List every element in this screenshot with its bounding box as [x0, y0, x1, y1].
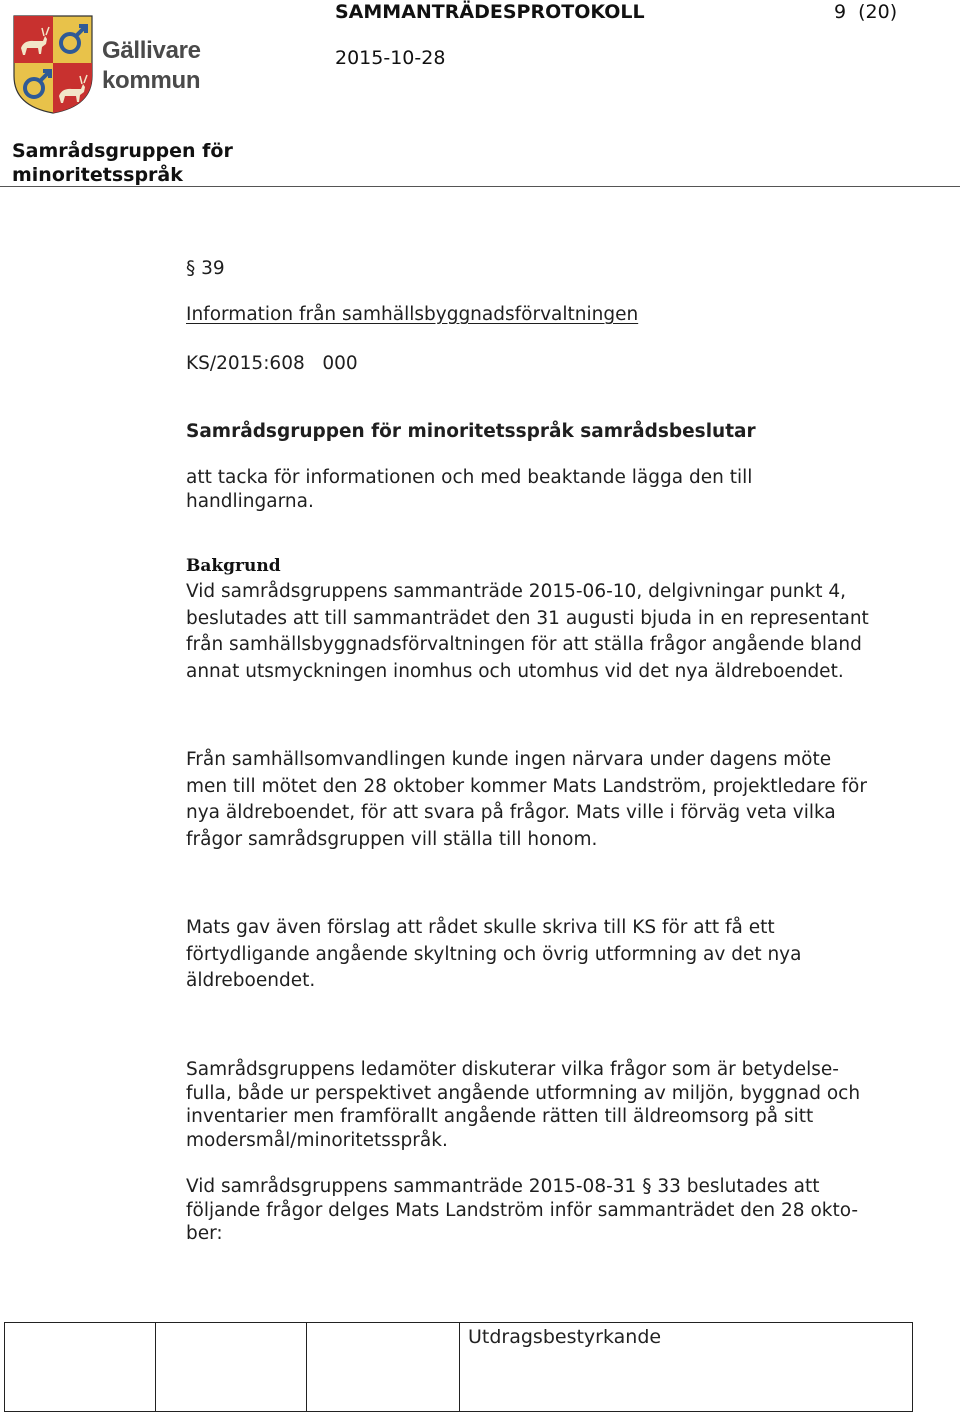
organ-name-line1: Samrådsgruppen för — [12, 140, 233, 162]
logo-name-line1: Gällivare — [102, 37, 201, 64]
signature-cell — [156, 1323, 307, 1412]
background-paragraph-3 — [186, 915, 801, 995]
page-total: (20) — [858, 1, 898, 23]
paragraph-line: beslutades att till sammanträdet den 31 augusti bjuda in en representant — [186, 607, 869, 629]
paragraph-line: förtydligande angående skyltning och övrig utformning av det nya — [186, 943, 802, 965]
signature-cell — [5, 1323, 156, 1412]
paragraph-line: från samhällsbyggnadsförvaltningen för att ställa frågor angående bland — [186, 634, 862, 655]
background-paragraph-2 — [186, 747, 867, 853]
coat-of-arms-icon — [12, 14, 94, 114]
paragraph-line: annat utsmyckningen inomhus och utomhus vid det nya äldreboendet. — [186, 660, 844, 682]
signature-table — [4, 1322, 913, 1412]
certification-label: Utdragsbestyrkande — [468, 1326, 662, 1348]
paragraph-line: Från samhällsomvandlingen kunde ingen närvara under dagens möte — [186, 749, 832, 770]
background-paragraph-1 — [186, 579, 869, 685]
paragraph-line: fulla, både ur perspektivet angående utformning av miljön, byggnad och — [186, 1082, 861, 1104]
logo-name-line2: kommun — [102, 67, 201, 94]
certification-cell — [460, 1323, 913, 1412]
header-divider — [0, 186, 960, 187]
paragraph-line: följande frågor delges Mats Landström inför sammanträdet den 28 okto- — [186, 1199, 859, 1221]
section-title: Information från samhällsbyggnadsförvaltningen — [186, 304, 639, 325]
paragraph-line: frågor samrådsgruppen vill ställa till honom. — [186, 828, 598, 850]
page-number: 9 — [834, 1, 847, 23]
decision-text — [186, 466, 752, 513]
signature-cell — [307, 1323, 460, 1412]
meeting-date: 2015-10-28 — [335, 47, 446, 69]
paragraph-line: Vid samrådsgruppens sammanträde 2015-08-31 § 33 beslutades att — [186, 1176, 820, 1197]
decision-heading: Samrådsgruppen för minoritetsspråk samrådsbeslutar — [186, 421, 756, 442]
municipality-logo — [12, 14, 202, 118]
background-paragraph-5 — [186, 1175, 858, 1246]
paragraph-line: Mats gav även förslag att rådet skulle skriva till KS för att få ett — [186, 917, 775, 938]
decision-line: att tacka för informationen och med beaktande lägga den till — [186, 467, 753, 488]
background-heading: Bakgrund — [186, 556, 281, 576]
page-indicator — [834, 0, 897, 24]
paragraph-line: modersmål/minoritetsspråk. — [186, 1129, 448, 1151]
paragraph-line: men till mötet den 28 oktober kommer Mats Landström, projektledare för — [186, 775, 867, 797]
document-title: SAMMANTRÄDESPROTOKOLL — [335, 1, 645, 23]
case-number: KS/2015:608 000 — [186, 353, 358, 374]
paragraph-number: § 39 — [186, 258, 225, 279]
paragraph-line: nya äldreboendet, för att svara på frågor. Mats ville i förväg veta vilka — [186, 802, 836, 823]
paragraph-line: ber: — [186, 1223, 223, 1244]
decision-line: handlingarna. — [186, 490, 314, 512]
paragraph-line: Vid samrådsgruppens sammanträde 2015-06-10, delgivningar punkt 4, — [186, 581, 847, 602]
paragraph-line: Samrådsgruppens ledamöter diskuterar vilka frågor som är betydelse- — [186, 1059, 839, 1080]
organ-name — [12, 139, 233, 187]
background-paragraph-4 — [186, 1058, 860, 1152]
paragraph-line: äldreboendet. — [186, 970, 316, 991]
organ-name-line2: minoritetsspråk — [12, 164, 183, 186]
paragraph-line: inventarier men framförallt angående rätten till äldreomsorg på sitt — [186, 1106, 814, 1127]
